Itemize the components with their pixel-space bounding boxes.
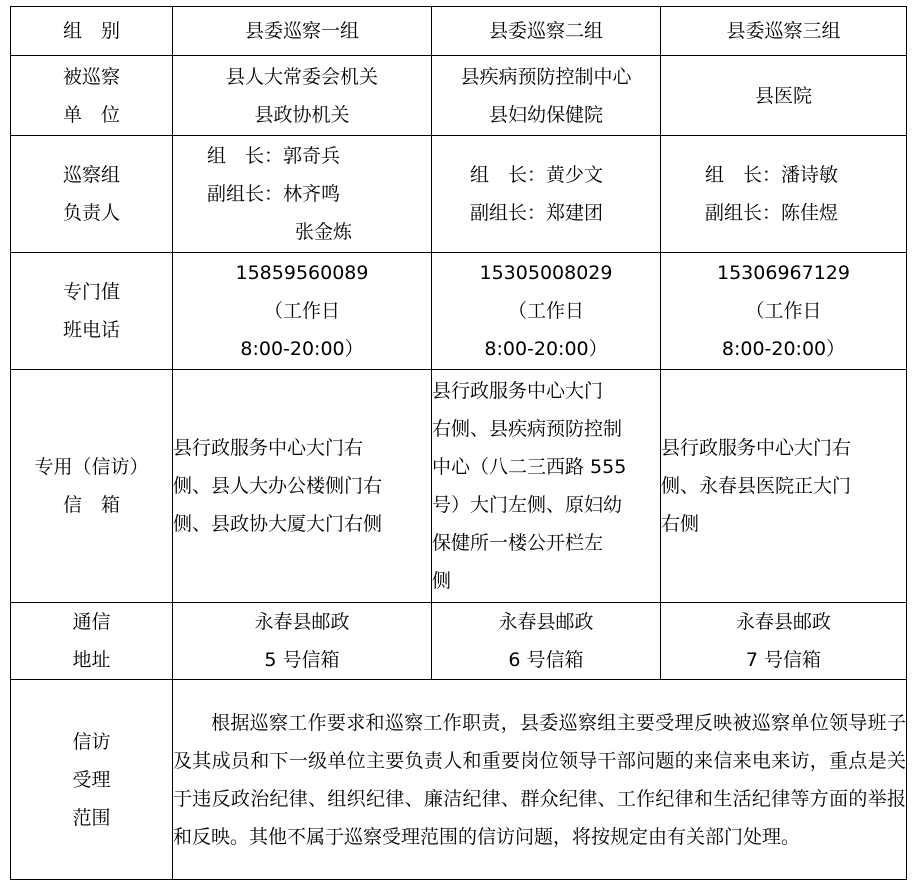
group-3-header: 县委巡察三组 xyxy=(661,7,907,56)
header-label: 组 别 xyxy=(11,7,173,56)
group-3-mailbox: 县行政服务中心大门右 侧、永春县医院正大门 右侧 xyxy=(661,370,907,603)
group-3-phone: 15306967129 （工作日 8:00-20:00） xyxy=(661,253,907,370)
group-1-leaders: 组 长：郭奇兵 副组长：林齐鸣 张金炼 xyxy=(173,136,432,253)
inspection-info-table xyxy=(10,6,907,880)
group-3-units: 县医院 xyxy=(661,56,907,136)
group-2-phone: 15305008029 （工作日 8:00-20:00） xyxy=(432,253,661,370)
header-row xyxy=(11,7,907,56)
units-row xyxy=(11,56,907,136)
mailbox-label: 专用（信访） 信 箱 xyxy=(11,370,173,603)
phone-label: 专门值 班电话 xyxy=(11,253,173,370)
units-label: 被巡察 单 位 xyxy=(11,56,173,136)
group-1-address: 永春县邮政 5 号信箱 xyxy=(173,603,432,680)
group-1-units: 县人大常委会机关 县政协机关 xyxy=(173,56,432,136)
group-2-units: 县疾病预防控制中心 县妇幼保健院 xyxy=(432,56,661,136)
group-1-phone: 15859560089 （工作日 8:00-20:00） xyxy=(173,253,432,370)
scope-row xyxy=(11,680,907,880)
address-row xyxy=(11,603,907,680)
group-3-leaders: 组 长：潘诗敏 副组长：陈佳煜 xyxy=(661,136,907,253)
leaders-row xyxy=(11,136,907,253)
group-2-mailbox: 县行政服务中心大门 右侧、县疾病预防控制 中心（八二三西路 555 号）大门左侧、原妇幼 保健所一楼公开栏左 侧 xyxy=(432,370,661,603)
leaders-label: 巡察组 负责人 xyxy=(11,136,173,253)
phone-row xyxy=(11,253,907,370)
address-label: 通信 地址 xyxy=(11,603,173,680)
group-1-mailbox: 县行政服务中心大门右 侧、县人大办公楼侧门右 侧、县政协大厦大门右侧 xyxy=(173,370,432,603)
group-3-address: 永春县邮政 7 号信箱 xyxy=(661,603,907,680)
mailbox-row xyxy=(11,370,907,603)
scope-text: 根据巡察工作要求和巡察工作职责，县委巡察组主要受理反映被巡察单位领导班子及其成员和下一级单位主要负责人和重要岗位领导干部问题的来信来电来访，重点是关于违反政治纪律、组织纪律、廉洁纪律、群众纪律、工作纪律和生活纪律等方面的举报和反映。其他不属于巡察受理范围的信访问题，将按规定由有关部门处理。 xyxy=(173,680,907,880)
group-2-address: 永春县邮政 6 号信箱 xyxy=(432,603,661,680)
scope-label: 信访 受理 范围 xyxy=(11,680,173,880)
group-2-leaders: 组 长：黄少文 副组长：郑建团 xyxy=(432,136,661,253)
group-2-header: 县委巡察二组 xyxy=(432,7,661,56)
group-1-header: 县委巡察一组 xyxy=(173,7,432,56)
